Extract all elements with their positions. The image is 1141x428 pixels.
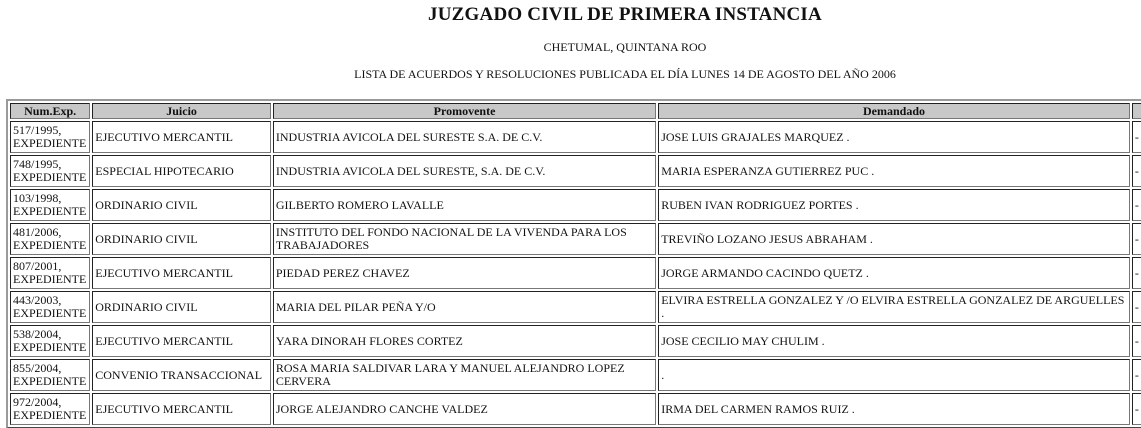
cell-juicio: ORDINARIO CIVIL [92,189,271,221]
expediente-label: EXPEDIENTE [13,306,87,320]
expediente-number: 855/2004, [13,361,62,375]
expediente-label: EXPEDIENTE [13,340,87,354]
cell-num-exp [10,189,90,221]
table-row [10,189,1141,221]
cell-promovente: MARIA DEL PILAR PEÑA Y/O [273,291,656,323]
cell-juicio: CONVENIO TRANSACCIONAL [92,359,271,391]
cell-promovente: ROSA MARIA SALDIVAR LARA Y MANUEL ALEJANDRO LOPEZ CERVERA [273,359,656,391]
cell-extra: - [1132,325,1141,357]
cell-promovente: INDUSTRIA AVICOLA DEL SURESTE S.A. DE C.V. [273,121,656,153]
expediente-number: 443/2003, [13,293,62,307]
cell-juicio: EJECUTIVO MERCANTIL [92,325,271,357]
page-title: JUZGADO CIVIL DE PRIMERA INSTANCIA [428,4,822,25]
cell-juicio: ESPECIAL HIPOTECARIO [92,155,271,187]
cell-num-exp [10,291,90,323]
expediente-number: 748/1995, [13,157,62,171]
expediente-number: 807/2001, [13,259,62,273]
expediente-number: 103/1998, [13,191,62,205]
column-header-num-exp: Num.Exp. [10,103,90,119]
expediente-label: EXPEDIENTE [13,170,87,184]
table-row [10,121,1141,153]
cell-juicio: ORDINARIO CIVIL [92,291,271,323]
expediente-number: 538/2004, [13,327,62,341]
table-row [10,325,1141,357]
expediente-label: EXPEDIENTE [13,136,87,150]
cell-promovente: INDUSTRIA AVICOLA DEL SURESTE, S.A. DE C.V. [273,155,656,187]
expediente-number: 972/2004, [13,395,62,409]
cell-num-exp [10,257,90,289]
cell-demandado: IRMA DEL CARMEN RAMOS RUIZ . [658,393,1130,425]
list-publication-line: LISTA DE ACUERDOS Y RESOLUCIONES PUBLICADA EL DÍA LUNES 14 DE AGOSTO DEL AÑO 2006 [354,67,896,81]
cell-num-exp [10,223,90,255]
cell-extra: - [1132,359,1141,391]
cell-juicio: ORDINARIO CIVIL [92,223,271,255]
table-row [10,155,1141,187]
cell-demandado: ELVIRA ESTRELLA GONZALEZ Y /O ELVIRA ESTRELLA GONZALEZ DE ARGUELLES . [658,291,1130,323]
expediente-label: EXPEDIENTE [13,374,87,388]
table-row [10,257,1141,289]
table-row [10,291,1141,323]
table-header-row [10,103,1141,119]
cell-num-exp [10,155,90,187]
cell-num-exp [10,121,90,153]
expediente-number: 481/2006, [13,225,62,239]
cell-extra: - [1132,223,1141,255]
column-header-demandado: Demandado [658,103,1130,119]
table-row [10,359,1141,391]
cell-demandado: JORGE ARMANDO CACINDO QUETZ . [658,257,1130,289]
cell-demandado: TREVIÑO LOZANO JESUS ABRAHAM . [658,223,1130,255]
cell-juicio: EJECUTIVO MERCANTIL [92,257,271,289]
cell-promovente: PIEDAD PEREZ CHAVEZ [273,257,656,289]
cell-demandado: JOSE LUIS GRAJALES MARQUEZ . [658,121,1130,153]
column-header-juicio: Juicio [92,103,271,119]
cell-extra: - [1132,393,1141,425]
expediente-label: EXPEDIENTE [13,408,87,422]
cell-promovente: GILBERTO ROMERO LAVALLE [273,189,656,221]
cell-num-exp [10,359,90,391]
expediente-label: EXPEDIENTE [13,238,87,252]
column-header-extra [1132,103,1141,119]
table-row [10,223,1141,255]
cell-extra: - [1132,121,1141,153]
expediente-label: EXPEDIENTE [13,272,87,286]
column-header-promovente: Promovente [273,103,656,119]
cell-juicio: EJECUTIVO MERCANTIL [92,393,271,425]
cell-demandado: RUBEN IVAN RODRIGUEZ PORTES . [658,189,1130,221]
acuerdos-table [6,99,1141,428]
cell-extra: - [1132,257,1141,289]
expediente-label: EXPEDIENTE [13,204,87,218]
cell-num-exp [10,393,90,425]
location-line: CHETUMAL, QUINTANA ROO [543,40,707,54]
cell-extra: - [1132,189,1141,221]
cell-extra: - [1132,291,1141,323]
cell-promovente: INSTITUTO DEL FONDO NACIONAL DE LA VIVENDA PARA LOS TRABAJADORES [273,223,656,255]
table-row [10,393,1141,425]
cell-demandado: MARIA ESPERANZA GUTIERREZ PUC . [658,155,1130,187]
cell-demandado: JOSE CECILIO MAY CHULIM . [658,325,1130,357]
cell-num-exp [10,325,90,357]
cell-demandado: . [658,359,1130,391]
expediente-number: 517/1995, [13,123,62,137]
cell-extra: - [1132,155,1141,187]
cell-promovente: JORGE ALEJANDRO CANCHE VALDEZ [273,393,656,425]
cell-juicio: EJECUTIVO MERCANTIL [92,121,271,153]
cell-promovente: YARA DINORAH FLORES CORTEZ [273,325,656,357]
